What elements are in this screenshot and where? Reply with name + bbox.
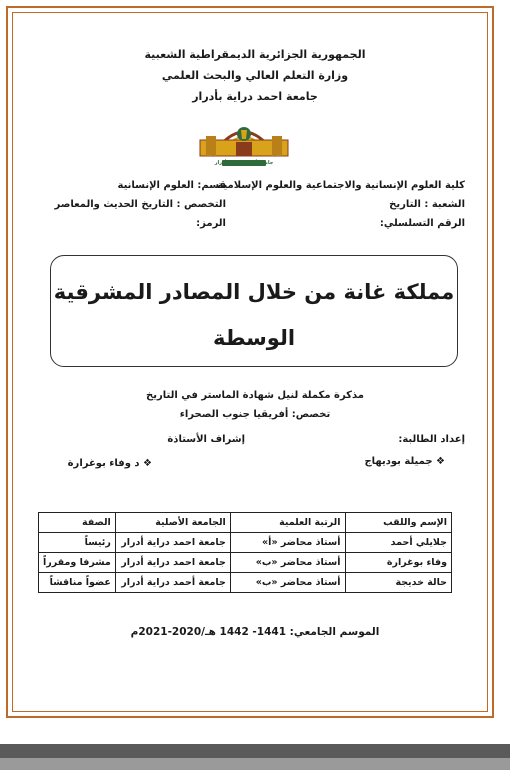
supervisor-name: د وفاء بوغرارة <box>67 458 140 469</box>
table-cell: وفاء بوغرارة <box>345 553 452 573</box>
logo-caption: جامعة أحمد دراية - أدرار <box>214 160 274 166</box>
supervisor-label: إشراف الأستاذة <box>167 434 245 445</box>
university-heading: جامعة احمد دراية بأدرار <box>192 90 318 103</box>
thesis-title-box <box>50 255 458 367</box>
thesis-title-line1: مملكة غانة من خلال المصادر المشرقية <box>53 280 455 304</box>
table-cell: مشرفا ومقرراً <box>39 553 116 573</box>
student-label: إعداد الطالبة: <box>398 434 465 445</box>
table-cell: جلايلي أحمد <box>345 533 452 553</box>
bottom-bar-light <box>0 758 510 770</box>
academic-season: الموسم الجامعي: 1441- 1442 هـ/2020-2021م <box>130 626 380 638</box>
bullet-icon: ❖ <box>143 458 152 469</box>
table-row <box>39 553 452 573</box>
table-row <box>39 533 452 553</box>
table-row <box>39 573 452 593</box>
memo-specialty: تخصص: أفريقيا جنوب الصحراء <box>179 409 331 420</box>
ministry-heading: وزارة التعلم العالي والبحث العلمي <box>161 69 349 82</box>
memo-description: مذكرة مكملة لنيل شهادة الماستر في التاريخ <box>146 390 364 401</box>
table-cell: رئيساً <box>39 533 116 553</box>
supervisor-name-row <box>68 458 152 469</box>
student-name: جميلة بوديهاج <box>364 456 433 467</box>
republic-heading: الجمهورية الجزائرية الديمقراطية الشعبية <box>144 48 366 61</box>
student-name-row <box>364 456 445 467</box>
table-header-row <box>39 513 452 533</box>
table-cell: حالة خديجة <box>345 573 452 593</box>
column-header: الرتبة العلمية <box>230 513 345 533</box>
faculty-label: كلية العلوم الإنسانية والاجتماعية والعلوم الإسلامية <box>217 180 465 191</box>
jury-table <box>38 512 452 593</box>
table-cell: أستاذ محاضر «ب» <box>230 553 345 573</box>
table-cell: جامعة احمد دراية أدرار <box>115 533 230 553</box>
column-header: الجامعة الأصلية <box>115 513 230 533</box>
table-cell: جامعة أحمد دراية أدرار <box>115 573 230 593</box>
bullet-icon: ❖ <box>436 456 445 467</box>
bottom-bar-dark <box>0 744 510 758</box>
table-cell: أستاذ محاضر «أ» <box>230 533 345 553</box>
column-header: الصفة <box>39 513 116 533</box>
table-cell: جامعة احمد دراية أدرار <box>115 553 230 573</box>
code-label: الرمز: <box>196 218 226 229</box>
serial-number-label: الرقم التسلسلي: <box>379 218 465 229</box>
thesis-title-line2: الوسطة <box>212 326 296 350</box>
department-label: قسم: العلوم الإنسانية <box>117 180 226 191</box>
column-header: الإسم واللقب <box>345 513 452 533</box>
table-cell: أستاذ محاضر «ب» <box>230 573 345 593</box>
specialty-label: التخصص : التاريخ الحديث والمعاصر <box>54 199 226 210</box>
table-cell: عضواً مناقشاً <box>39 573 116 593</box>
branch-label: الشعبة : التاريخ <box>389 199 465 210</box>
